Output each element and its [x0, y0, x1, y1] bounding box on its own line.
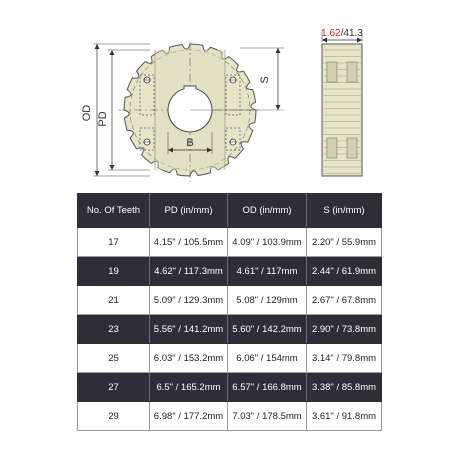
table-row [78, 402, 382, 431]
label-b: B [186, 137, 194, 149]
sprocket-front-view [118, 42, 262, 182]
cell-pd: 4.62" / 117.3mm [150, 257, 228, 286]
cell-pd: 4.15" / 105.5mm [150, 228, 228, 257]
cell-teeth: 27 [78, 373, 150, 402]
label-width [321, 28, 363, 39]
drawing-canvas [0, 0, 460, 190]
header-pd: PD (in/mm) [150, 194, 228, 228]
cell-s: 2.20" / 55.9mm [307, 228, 382, 257]
label-od: OD [81, 104, 93, 122]
cell-od: 5.08" / 129mm [228, 286, 307, 315]
cell-teeth: 21 [78, 286, 150, 315]
header-od: OD (in/mm) [228, 194, 307, 228]
table-row [78, 286, 382, 315]
table-header-row [78, 194, 382, 228]
label-pd: PD [97, 111, 109, 127]
cell-od: 4.09" / 103.9mm [228, 228, 307, 257]
cell-s: 2.44" / 61.9mm [307, 257, 382, 286]
cell-teeth: 23 [78, 315, 150, 344]
cell-od: 5.60" / 142.2mm [228, 315, 307, 344]
technical-drawing [0, 0, 460, 190]
header-s: S (in/mm) [307, 194, 382, 228]
cell-pd: 6.03" / 153.2mm [150, 344, 228, 373]
cell-od: 7.03" / 178.5mm [228, 402, 307, 431]
table-row [78, 228, 382, 257]
label-s: S [259, 76, 271, 84]
label-width-inch: 1.62 [321, 28, 341, 39]
side-slot-bottom-right [347, 138, 357, 158]
header-teeth: No. Of Teeth [78, 194, 150, 228]
cell-s: 3.61" / 91.8mm [307, 402, 382, 431]
cell-pd: 5.56" / 141.2mm [150, 315, 228, 344]
cell-teeth: 19 [78, 257, 150, 286]
cell-teeth: 17 [78, 228, 150, 257]
label-width-mm: /41.3 [340, 28, 363, 39]
side-slot-bottom-left [327, 138, 337, 158]
cell-s: 3.14" / 79.8mm [307, 344, 382, 373]
cell-teeth: 29 [78, 402, 150, 431]
cell-pd: 6.98" / 177.2mm [150, 402, 228, 431]
table-row [78, 257, 382, 286]
cell-s: 3.38" / 85.8mm [307, 373, 382, 402]
cell-s: 2.67" / 67.8mm [307, 286, 382, 315]
cell-od: 6.06" / 154mm [228, 344, 307, 373]
side-slot-top-left [327, 62, 337, 82]
table-row [78, 315, 382, 344]
cell-pd: 6.5" / 165.2mm [150, 373, 228, 402]
cell-od: 4.61" / 117mm [228, 257, 307, 286]
cell-pd: 5.09" / 129.3mm [150, 286, 228, 315]
cell-teeth: 25 [78, 344, 150, 373]
table-row [78, 344, 382, 373]
side-slot-top-right [347, 62, 357, 82]
cell-s: 2.90" / 73.8mm [307, 315, 382, 344]
sprocket-side-view [321, 28, 363, 176]
table-row [78, 373, 382, 402]
cell-od: 6.57" / 166.8mm [228, 373, 307, 402]
sprocket-spec-table [77, 193, 382, 431]
